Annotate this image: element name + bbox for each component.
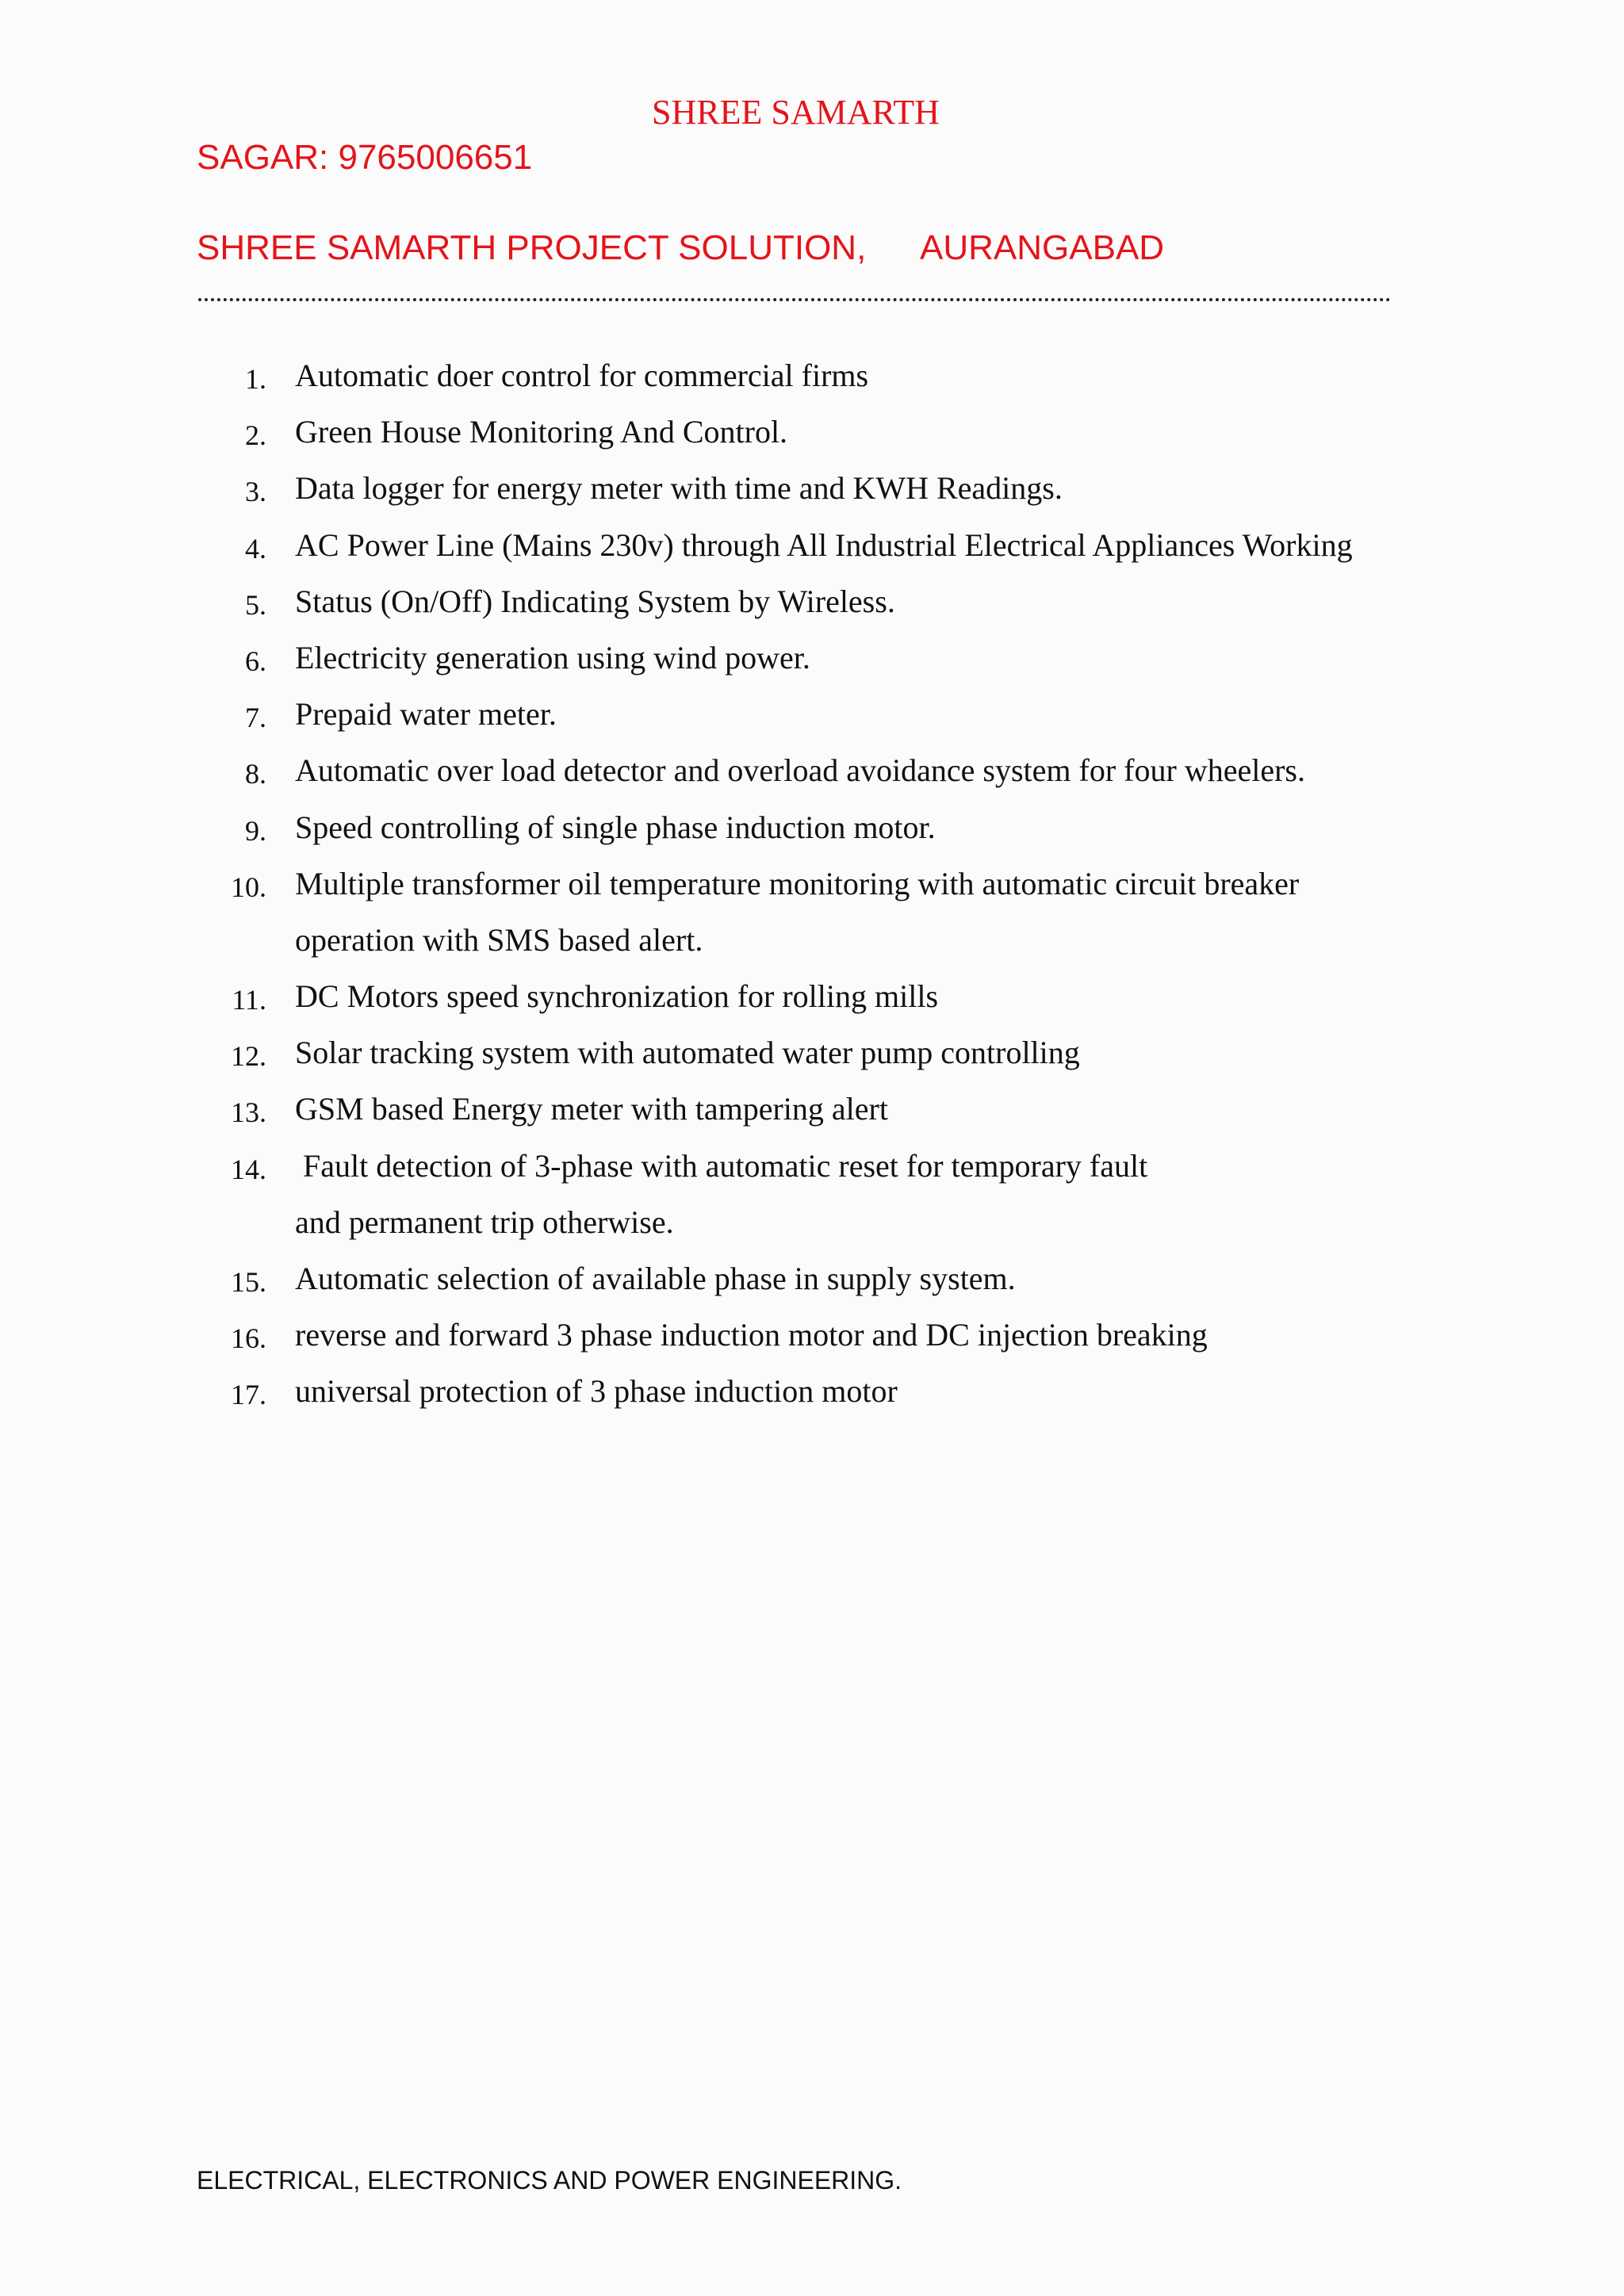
list-item-number: 16. [231,1322,266,1355]
list-item [0,636,1624,692]
list-item [0,1087,1624,1143]
list-item-number: 9. [245,814,266,847]
list-item-number: 1. [245,363,266,395]
list-item [0,1257,1624,1313]
list-item [0,692,1624,748]
list-item [0,1369,1624,1425]
list-item [0,523,1624,580]
list-item-number: 5. [245,588,266,621]
list-item [0,580,1624,636]
list-item-number: 13. [231,1096,266,1129]
list-item-text: universal protection of 3 phase induction motor [295,1373,898,1410]
list-item [0,1031,1624,1087]
list-item-text: Multiple transformer oil temperature monitoring with automatic circuit breaker operation with SMS based alert. [295,865,1300,958]
list-item-text: Fault detection of 3-phase with automatic reset for temporary fault and permanent trip otherwise. [295,1147,1148,1240]
list-item-text: Speed controlling of single phase induction motor. [295,809,936,845]
list-item-number: 2. [245,419,266,452]
project-list [0,354,1624,1426]
list-item [0,862,1624,974]
list-item [0,1144,1624,1257]
company-city: AURANGABAD [920,228,1165,267]
company-name: SHREE SAMARTH PROJECT SOLUTION, [197,228,867,267]
list-item-number: 3. [245,476,266,508]
list-item [0,1313,1624,1369]
list-item-text: Automatic doer control for commercial firms [295,358,869,393]
list-item-text: DC Motors speed synchronization for rolling mills [295,978,939,1015]
list-item-number: 11. [232,984,266,1016]
list-item [0,748,1624,805]
list-item-text: Automatic over load detector and overload avoidance system for four wheelers. [295,752,1305,789]
list-item-number: 7. [245,702,266,734]
list-item-number: 14. [231,1153,266,1185]
list-item [0,354,1624,410]
list-item-number: 6. [245,645,266,677]
list-item-text: Automatic selection of available phase in supply system. [295,1261,1016,1297]
list-item-number: 4. [245,532,266,564]
list-item-number: 10. [231,871,266,903]
list-item-text: Prepaid water meter. [295,696,557,733]
dotted-separator [198,298,1391,301]
list-item-text: Solar tracking system with automated water pump controlling [295,1035,1080,1071]
list-item-text: reverse and forward 3 phase induction motor and DC injection breaking [295,1317,1208,1353]
list-item-text: Status (On/Off) Indicating System by Wireless. [295,583,895,619]
list-item [0,806,1624,862]
list-item-text: AC Power Line (Mains 230v) through All Industrial Electrical Appliances Working [295,526,1353,563]
list-item-text: Green House Monitoring And Control. [295,414,788,450]
list-item-text: GSM based Energy meter with tampering alert [295,1091,888,1127]
list-item [0,466,1624,522]
list-item-number: 12. [231,1040,266,1073]
list-item [0,974,1624,1031]
list-item-text: Data logger for energy meter with time and KWH Readings. [295,470,1063,507]
page-title: SHREE SAMARTH [652,93,940,132]
list-item-number: 17. [231,1379,266,1411]
contact-line: SAGAR: 9765006651 [197,138,533,177]
page-footer: ELECTRICAL, ELECTRONICS AND POWER ENGINEERING. [197,2166,902,2195]
list-item [0,410,1624,466]
list-item-text: Electricity generation using wind power. [295,639,810,675]
list-item-number: 15. [231,1266,266,1299]
list-item-number: 8. [245,758,266,790]
